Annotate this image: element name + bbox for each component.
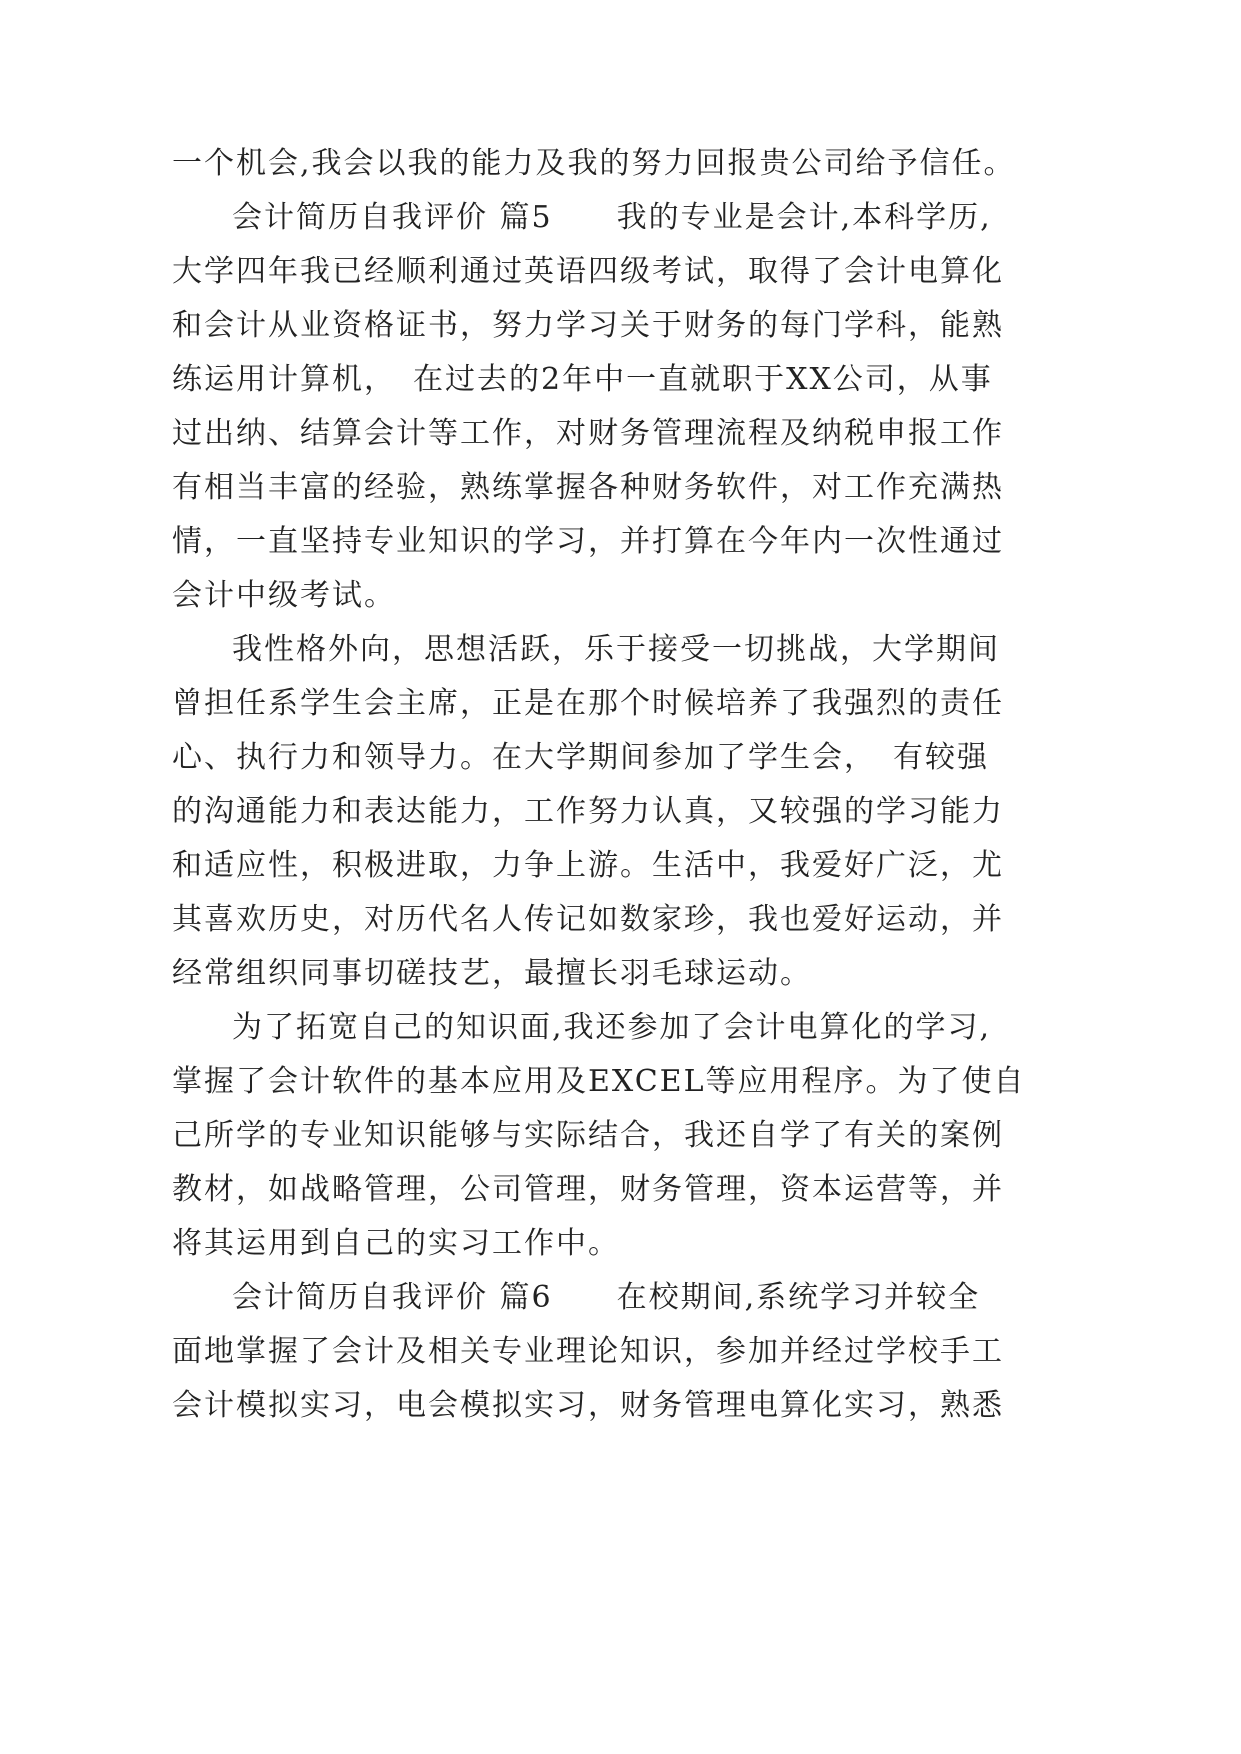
text-line: 大学四年我已经顺利通过英语四级考试，取得了会计电算化 [172,254,1004,289]
text-line: 会计中级考试。 [172,578,396,613]
text-line: 曾担任系学生会主席，正是在那个时候培养了我强烈的责任 [172,686,1004,721]
text-line: 经常组织同事切磋技艺，最擅长羽毛球运动。 [172,956,812,991]
text-line: 过出纳、结算会计等工作，对财务管理流程及纳税申报工作 [172,416,1004,451]
text-line: 其喜欢历史，对历代名人传记如数家珍，我也爱好运动，并 [172,902,1004,937]
text-line: 会计模拟实习，电会模拟实习，财务管理电算化实习，熟悉 [172,1388,1004,1423]
text-line: 教材，如战略管理，公司管理，财务管理，资本运营等，并 [172,1172,1004,1207]
section-heading-line: 会计简历自我评价 篇5 我的专业是会计,本科学历, [232,200,992,235]
text-line: 有相当丰富的经验，熟练掌握各种财务软件，对工作充满热 [172,470,1004,505]
text-line: 己所学的专业知识能够与实际结合，我还自学了有关的案例 [172,1118,1004,1153]
text-line: 和适应性，积极进取，力争上游。生活中，我爱好广泛，尤 [172,848,1004,883]
text-line: 练运用计算机， 在过去的2年中一直就职于XX公司，从事 [172,362,993,397]
text-line: 掌握了会计软件的基本应用及EXCEL等应用程序。为了使自 [172,1064,1026,1099]
text-line: 的沟通能力和表达能力，工作努力认真，又较强的学习能力 [172,794,1004,829]
section-heading-line: 会计简历自我评价 篇6 在校期间,系统学习并较全 [232,1280,981,1315]
paragraph-start-line: 我性格外向，思想活跃，乐于接受一切挑战，大学期间 [232,632,1000,667]
text-line: 一个机会,我会以我的能力及我的努力回报贵公司给予信任。 [172,146,1016,181]
text-line: 将其运用到自己的实习工作中。 [172,1226,620,1261]
text-line: 和会计从业资格证书，努力学习关于财务的每门学科，能熟 [172,308,1004,343]
paragraph-start-line: 为了拓宽自己的知识面,我还参加了会计电算化的学习, [232,1010,992,1045]
text-line: 情，一直坚持专业知识的学习，并打算在今年内一次性通过 [172,524,1004,559]
text-line: 心、执行力和领导力。在大学期间参加了学生会， 有较强 [172,740,989,775]
text-line: 面地掌握了会计及相关专业理论知识，参加并经过学校手工 [172,1334,1004,1369]
